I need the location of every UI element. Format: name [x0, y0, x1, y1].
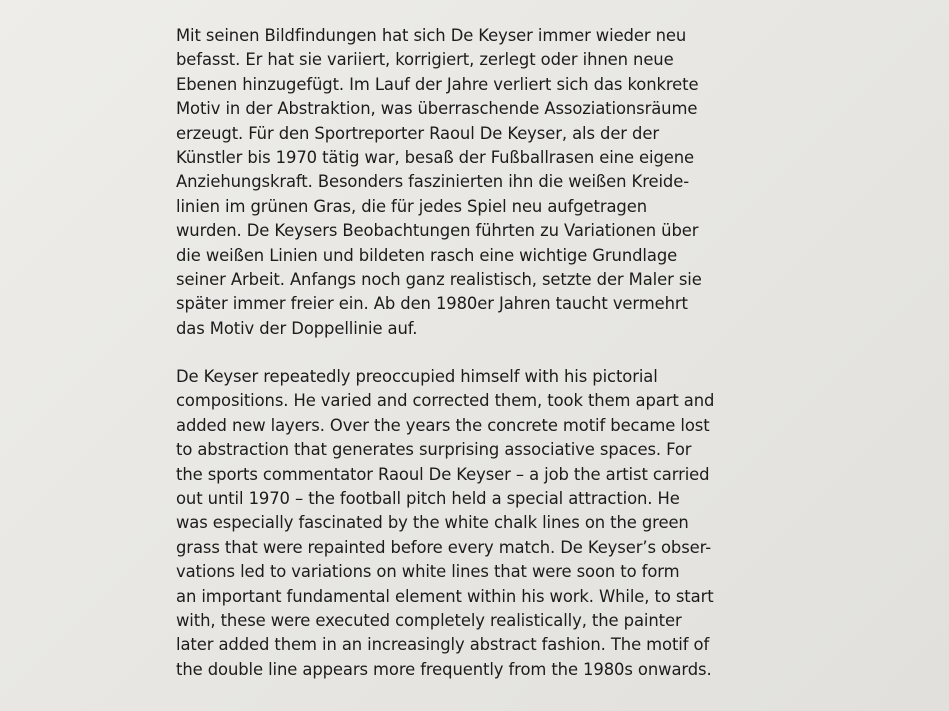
text-line: Motiv in der Abstraktion, was überraschende Assoziationsräume: [176, 99, 698, 119]
text-line: De Keyser repeatedly preoccupied himself with his pictorial: [176, 367, 658, 387]
english-paragraph: [176, 365, 796, 682]
text-line: erzeugt. Für den Sportreporter Raoul De Keyser, als der der: [176, 123, 659, 143]
text-line: die weißen Linien und bildeten rasch eine wichtige Grundlage: [176, 245, 678, 265]
text-line: linien im grünen Gras, die für jedes Spiel neu aufgetragen: [176, 196, 648, 216]
german-paragraph: [176, 24, 796, 341]
text-line: with, these were executed completely realistically, the painter: [176, 610, 682, 630]
wall-label-text: [176, 24, 796, 682]
text-line: an important fundamental element within his work. While, to start: [176, 586, 714, 606]
text-line: grass that were repainted before every match. De Keyser’s obser-: [176, 537, 712, 557]
text-line: compositions. He varied and corrected them, took them apart and: [176, 391, 715, 411]
text-line: Künstler bis 1970 tätig war, besaß der Fußballrasen eine eigene: [176, 147, 695, 167]
text-line: Mit seinen Bildfindungen hat sich De Keyser immer wieder neu: [176, 26, 687, 45]
text-line: later added them in an increasingly abstract fashion. The motif of: [176, 635, 710, 655]
text-line: das Motiv der Doppellinie auf.: [176, 318, 418, 338]
text-line: the double line appears more frequently from the 1980s onwards.: [176, 659, 712, 679]
text-line: vations led to variations on white lines that were soon to form: [176, 562, 680, 582]
text-line: später immer freier ein. Ab den 1980er Jahren taucht vermehrt: [176, 294, 688, 314]
text-line: the sports commentator Raoul De Keyser – a job the artist carried: [176, 464, 710, 484]
text-line: Ebenen hinzugefügt. Im Lauf der Jahre verliert sich das konkrete: [176, 74, 699, 94]
text-line: to abstraction that generates surprising associative spaces. For: [176, 440, 692, 460]
text-line: was especially fascinated by the white chalk lines on the green: [176, 513, 689, 533]
text-line: befasst. Er hat sie variiert, korrigiert, zerlegt oder ihnen neue: [176, 50, 674, 70]
text-line: out until 1970 – the football pitch held a special attraction. He: [176, 489, 680, 509]
text-line: seiner Arbeit. Anfangs noch ganz realistisch, setzte der Maler sie: [176, 269, 702, 289]
text-line: wurden. De Keysers Beobachtungen führten zu Variationen über: [176, 221, 699, 241]
text-line: Anziehungskraft. Besonders faszinierten ihn die weißen Kreide-: [176, 172, 690, 192]
text-line: added new layers. Over the years the concrete motif became lost: [176, 415, 710, 435]
